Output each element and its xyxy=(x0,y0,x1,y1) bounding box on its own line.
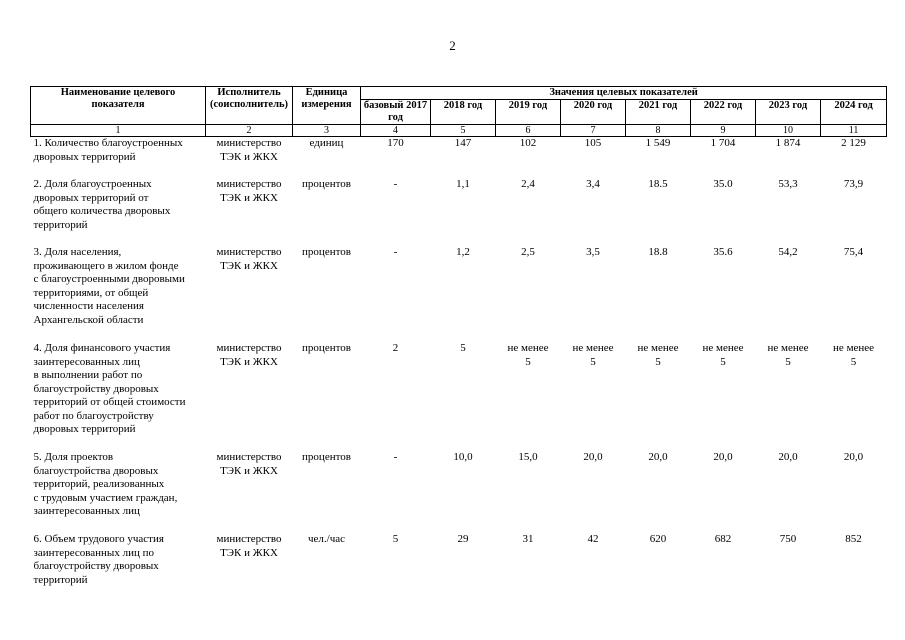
indicator-value: 20,0 xyxy=(778,451,798,463)
column-number: 7 xyxy=(561,125,626,137)
target-indicators-table xyxy=(30,86,887,589)
indicator-executor: министерство ТЭК и ЖКХ xyxy=(216,246,282,272)
indicator-executor: министерство ТЭК и ЖКХ xyxy=(216,342,282,368)
table-row xyxy=(31,246,887,342)
indicator-unit: чел./час xyxy=(307,533,345,545)
indicator-value: не менее 5 xyxy=(702,342,744,368)
header-year: 2021 год xyxy=(626,100,691,125)
table-row xyxy=(31,137,887,179)
table-row xyxy=(31,533,887,589)
header-year: 2018 год xyxy=(431,100,496,125)
header-values-group: Значения целевых показателей xyxy=(361,87,887,100)
table-row xyxy=(31,178,887,246)
column-number: 5 xyxy=(431,125,496,137)
indicator-unit: единиц xyxy=(309,137,344,149)
header-unit: Единица измерения xyxy=(293,87,361,125)
indicator-value: 20,0 xyxy=(713,451,733,463)
indicator-value: 1,2 xyxy=(456,246,470,258)
indicator-value: 54,2 xyxy=(778,246,798,258)
indicator-value: 1 549 xyxy=(645,137,671,149)
indicator-value: 2,5 xyxy=(521,246,535,258)
indicator-value: не менее 5 xyxy=(833,342,875,368)
indicator-value: 105 xyxy=(584,137,602,149)
header-year: 2024 год xyxy=(821,100,887,125)
indicator-value: 42 xyxy=(587,533,599,545)
column-number: 4 xyxy=(361,125,431,137)
indicator-value: - xyxy=(393,178,398,190)
table-body xyxy=(31,137,887,590)
indicator-unit: процентов xyxy=(302,342,351,354)
indicator-value: 18.5 xyxy=(648,178,668,190)
header-year: 2019 год xyxy=(496,100,561,125)
indicator-value: 18.8 xyxy=(648,246,668,258)
indicator-executor: министерство ТЭК и ЖКХ xyxy=(216,451,282,477)
indicator-name: 3. Доля населения, проживающего в жилом фонде с благоустроенными дворовыми территориями, от общей численности населения Архангельской области xyxy=(33,246,185,326)
indicator-value: 852 xyxy=(845,533,862,545)
indicator-value: 5 xyxy=(460,342,466,354)
header-year: 2020 год xyxy=(561,100,626,125)
indicator-value: 20,0 xyxy=(648,451,668,463)
page-number: 2 xyxy=(449,38,456,53)
indicator-value: - xyxy=(393,451,398,463)
indicator-value: - xyxy=(393,246,398,258)
column-number: 1 xyxy=(31,125,206,137)
header-executor: Исполнитель (соисполнитель) xyxy=(206,87,293,125)
column-number: 11 xyxy=(821,125,887,137)
indicator-value: 682 xyxy=(714,533,732,545)
header-year: базовый 2017 год xyxy=(361,100,431,125)
indicator-value: 147 xyxy=(454,137,472,149)
indicator-value: 1,1 xyxy=(456,178,470,190)
header-name: Наименование целевого показателя xyxy=(31,87,206,125)
indicator-unit: процентов xyxy=(302,246,351,258)
table-row xyxy=(31,451,887,533)
indicator-value: 35.0 xyxy=(713,178,733,190)
indicator-value: 20,0 xyxy=(583,451,603,463)
indicator-value: 2 129 xyxy=(841,137,866,149)
indicator-name: 2. Доля благоустроенных дворовых территорий от общего количества дворовых территорий xyxy=(33,178,171,231)
indicator-value: не менее 5 xyxy=(507,342,549,368)
column-number-row xyxy=(31,125,887,137)
column-number: 6 xyxy=(496,125,561,137)
indicator-value: 20,0 xyxy=(843,451,864,463)
column-number: 8 xyxy=(626,125,691,137)
table-row xyxy=(31,342,887,451)
indicator-value: 10,0 xyxy=(453,451,473,463)
indicator-value: не менее 5 xyxy=(767,342,809,368)
indicator-value: 620 xyxy=(649,533,667,545)
indicator-value: 53,3 xyxy=(778,178,798,190)
header-year: 2022 год xyxy=(691,100,756,125)
indicator-value: 35.6 xyxy=(713,246,733,258)
indicator-value: 29 xyxy=(457,533,469,545)
indicator-value: 2,4 xyxy=(521,178,535,190)
indicator-executor: министерство ТЭК и ЖКХ xyxy=(216,178,282,204)
indicator-value: 102 xyxy=(519,137,537,149)
indicator-value: не менее 5 xyxy=(572,342,614,368)
indicator-value: 31 xyxy=(522,533,534,545)
indicator-value: 73,9 xyxy=(843,178,864,190)
indicator-value: 3,5 xyxy=(586,246,600,258)
indicator-value: 75,4 xyxy=(843,246,864,258)
indicator-executor: министерство ТЭК и ЖКХ xyxy=(216,137,282,163)
indicator-value: 1 704 xyxy=(710,137,736,149)
indicator-value: 750 xyxy=(779,533,797,545)
indicator-name: 5. Доля проектов благоустройства дворовых территорий, реализованных с трудовым участием граждан, заинтересованных лиц xyxy=(33,451,178,517)
indicator-value: 3,4 xyxy=(586,178,600,190)
indicator-value: 170 xyxy=(387,137,404,149)
indicator-value: 1 874 xyxy=(775,137,801,149)
indicator-value: 2 xyxy=(392,342,399,354)
column-number: 10 xyxy=(756,125,821,137)
indicator-value: 15,0 xyxy=(518,451,538,463)
column-number: 3 xyxy=(293,125,361,137)
indicator-unit: процентов xyxy=(302,451,351,463)
column-number: 9 xyxy=(691,125,756,137)
column-number: 2 xyxy=(206,125,293,137)
table-header xyxy=(31,87,887,137)
indicator-name: 1. Количество благоустроенных дворовых территорий xyxy=(33,137,183,163)
indicator-value: 5 xyxy=(392,533,399,545)
indicator-executor: министерство ТЭК и ЖКХ xyxy=(216,533,282,559)
indicator-name: 4. Доля финансового участия заинтересованных лиц в выполнении работ по благоустройству дворовых территорий от общей стоимости работ по благоустройству дворовых территорий xyxy=(33,342,186,435)
indicator-name: 6. Объем трудового участия заинтересованных лиц по благоустройству дворовых территорий xyxy=(33,533,164,586)
indicator-value: не менее 5 xyxy=(637,342,679,368)
indicator-unit: процентов xyxy=(302,178,351,190)
header-year: 2023 год xyxy=(756,100,821,125)
